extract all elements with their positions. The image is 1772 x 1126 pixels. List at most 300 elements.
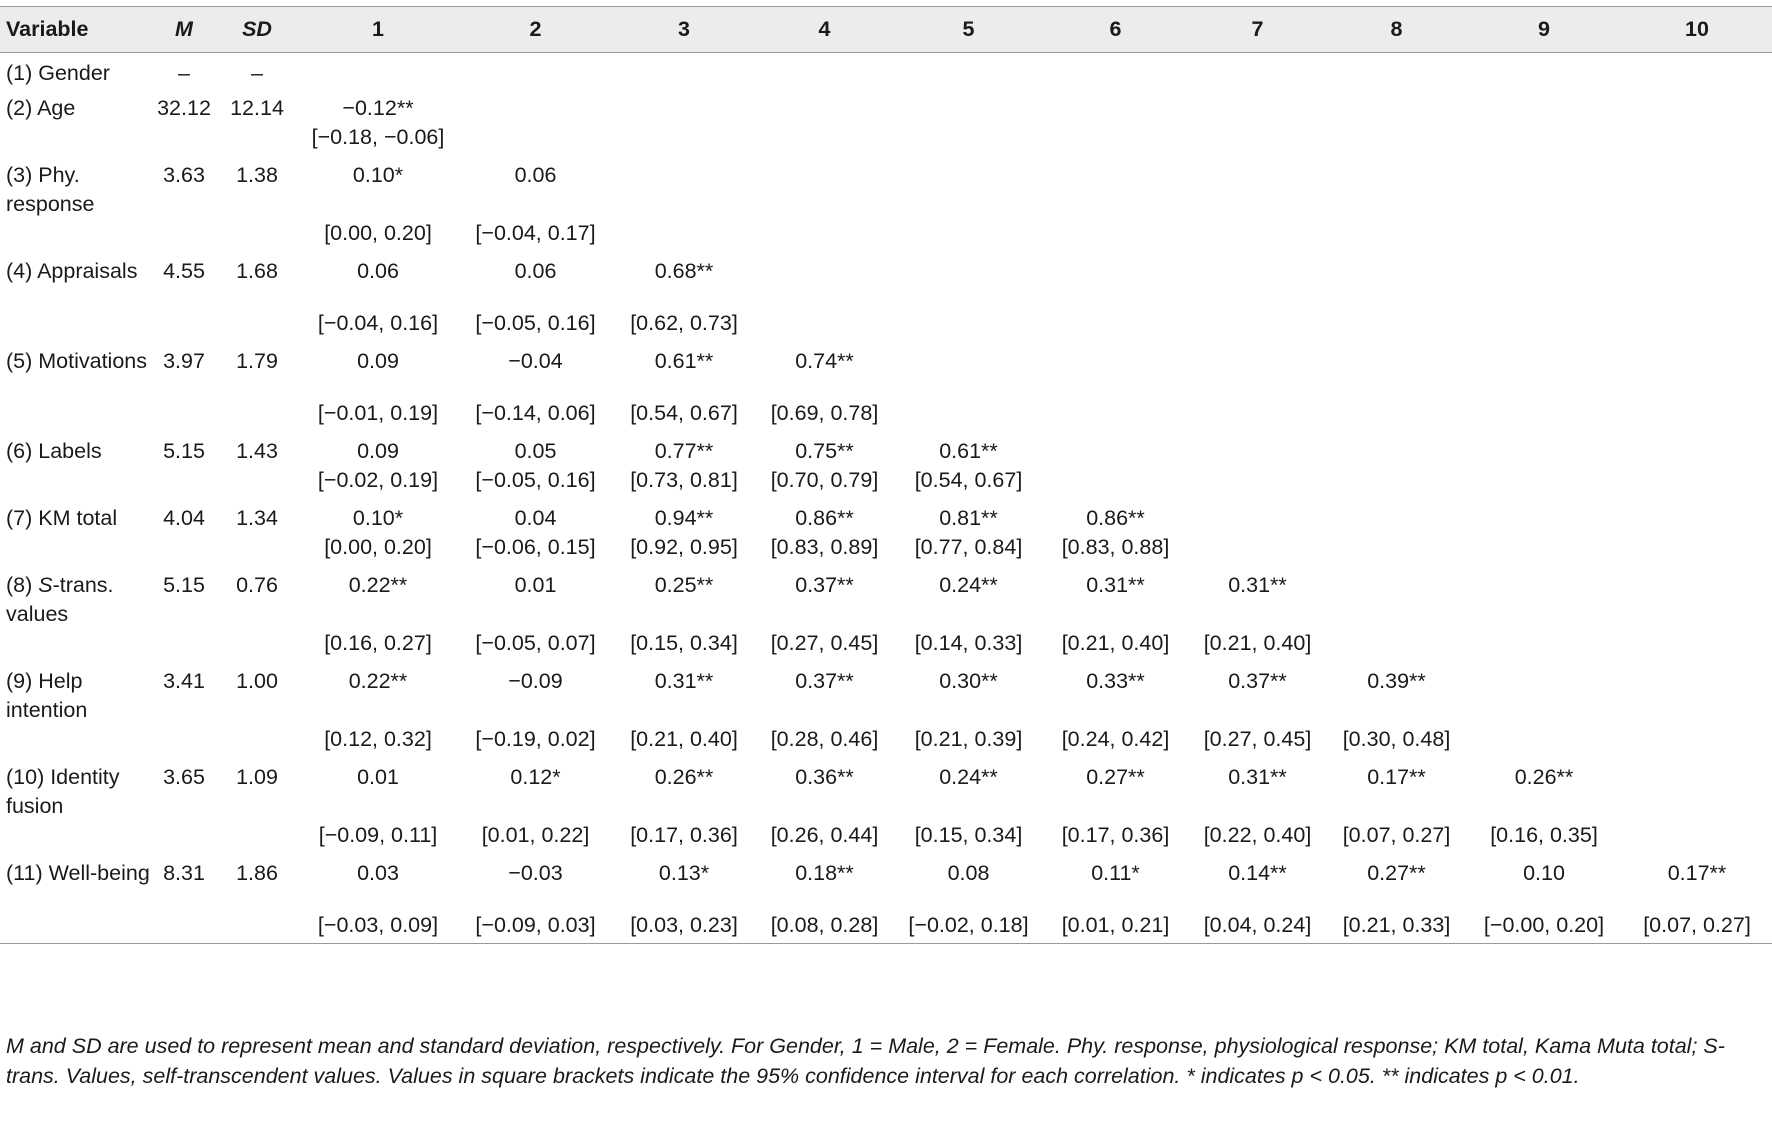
header-col-6: 6: [1043, 7, 1188, 53]
correlation-cell: [1188, 251, 1327, 309]
correlation-cell: [1327, 155, 1466, 219]
empty-cell: [0, 533, 152, 565]
empty-cell: [1043, 466, 1188, 498]
correlation-cell: −0.03: [508, 861, 563, 885]
empty-cell: [0, 911, 152, 944]
confidence-interval-cell: [0.21, 0.40]: [1203, 631, 1312, 655]
empty-cell: [1622, 123, 1772, 155]
header-col-2: 2: [458, 7, 613, 53]
correlation-cell: [1622, 757, 1772, 821]
empty-cell: [216, 629, 298, 661]
sd-value: 1.34: [236, 506, 278, 530]
correlation-cell: 0.22**: [348, 573, 408, 597]
correlation-cell: [1188, 498, 1327, 533]
mean-value: 3.41: [163, 669, 205, 693]
mean-value: 3.65: [163, 765, 205, 789]
correlation-cell: 0.37**: [795, 573, 854, 597]
mean-value: 5.15: [163, 439, 205, 463]
table-row: [0, 498, 1772, 533]
confidence-interval-cell: [−0.05, 0.16]: [475, 311, 596, 335]
confidence-interval-cell: [0.14, 0.33]: [914, 631, 1023, 655]
correlation-cell: 0.68**: [654, 259, 714, 283]
correlation-cell: 0.77**: [654, 439, 714, 463]
confidence-interval-cell: [0.73, 0.81]: [630, 468, 738, 492]
empty-cell: [152, 123, 216, 155]
sd-value: 1.09: [236, 765, 278, 789]
confidence-interval-cell: [0.00, 0.20]: [324, 221, 432, 245]
table-note: M and SD are used to represent mean and standard deviation, respectively. For Gender, 1 = Male, 2 = Female. Phy. response, physiological response; KM total, Kama Muta total; S-trans. Values, self-transcendent values. Values in square brackets indicate the 95% confidence interval for each correlation. * indicates p < 0.05. ** indicates p < 0.01.: [6, 1034, 1725, 1088]
empty-cell: [1188, 309, 1327, 341]
correlation-cell: [1043, 53, 1188, 89]
table-row: [0, 53, 1772, 89]
correlation-cell: 0.81**: [939, 506, 998, 530]
variable-label: (8) S-trans. values: [6, 573, 114, 626]
correlation-cell: [1622, 431, 1772, 466]
confidence-interval-cell: [−0.18, −0.06]: [311, 125, 445, 149]
empty-cell: [0, 466, 152, 498]
empty-cell: [613, 123, 755, 155]
correlation-cell: [1622, 53, 1772, 89]
table-row: [0, 88, 1772, 123]
sd-value: –: [251, 61, 263, 85]
empty-cell: [1622, 466, 1772, 498]
empty-cell: [1188, 123, 1327, 155]
confidence-interval-cell: [0.01, 0.21]: [1043, 911, 1188, 944]
correlation-cell: 0.24**: [939, 765, 998, 789]
empty-cell: [1188, 466, 1327, 498]
variable-label: (2) Age: [6, 96, 76, 120]
correlation-cell: [1622, 155, 1772, 219]
empty-cell: [152, 629, 216, 661]
correlation-cell: [1043, 155, 1188, 219]
empty-cell: [216, 399, 298, 431]
correlation-cell: [1622, 88, 1772, 123]
ci-row: [0, 399, 1772, 431]
correlation-cell: 0.37**: [795, 669, 854, 693]
correlation-cell: [1622, 498, 1772, 533]
confidence-interval-cell: [−0.05, 0.07]: [475, 631, 596, 655]
correlation-cell: [1466, 53, 1622, 89]
empty-cell: [216, 725, 298, 757]
correlation-cell: [1043, 251, 1188, 309]
sd-value: 12.14: [230, 96, 284, 120]
mean-value: 4.55: [163, 259, 205, 283]
correlation-cell: [755, 251, 894, 309]
correlation-cell: 0.12*: [510, 765, 561, 789]
empty-cell: [894, 123, 1043, 155]
confidence-interval-cell: [0.03, 0.23]: [613, 911, 755, 944]
empty-cell: [613, 219, 755, 251]
correlation-cell: 0.09: [357, 349, 399, 373]
table-row: [0, 431, 1772, 466]
empty-cell: [0, 399, 152, 431]
empty-cell: [1327, 399, 1466, 431]
variable-label: (4) Appraisals: [6, 259, 138, 283]
confidence-interval-cell: [0.83, 0.89]: [770, 535, 879, 559]
confidence-interval-cell: [0.54, 0.67]: [630, 401, 738, 425]
empty-cell: [0, 123, 152, 155]
correlation-cell: 0.06: [514, 259, 557, 283]
correlation-cell: [458, 53, 613, 89]
correlation-cell: [1327, 88, 1466, 123]
mean-value: –: [178, 61, 190, 85]
correlation-cell: [1043, 431, 1188, 466]
confidence-interval-cell: [0.83, 0.88]: [1061, 535, 1170, 559]
ci-row: [0, 911, 1772, 944]
empty-cell: [0, 309, 152, 341]
empty-cell: [894, 399, 1043, 431]
confidence-interval-cell: [0.16, 0.27]: [324, 631, 432, 655]
confidence-interval-cell: [0.27, 0.45]: [1203, 727, 1312, 751]
empty-cell: [1043, 399, 1188, 431]
correlation-cell: 0.04: [514, 506, 557, 530]
correlation-cell: 0.74**: [795, 349, 854, 373]
confidence-interval-cell: [0.07, 0.27]: [1622, 911, 1772, 944]
correlation-cell: [1622, 251, 1772, 309]
empty-cell: [1622, 821, 1772, 853]
empty-cell: [1622, 309, 1772, 341]
correlation-cell: [1466, 155, 1622, 219]
correlation-cell: [613, 53, 755, 89]
correlation-cell: [613, 88, 755, 123]
variable-label: (5) Motivations: [6, 349, 147, 373]
correlation-cell: 0.10*: [352, 506, 404, 530]
correlation-cell: [894, 53, 1043, 89]
correlation-cell: −0.09: [508, 669, 563, 693]
correlation-cell: [1327, 431, 1466, 466]
table-row: [0, 661, 1772, 725]
confidence-interval-cell: [0.16, 0.35]: [1490, 823, 1598, 847]
confidence-interval-cell: [0.21, 0.40]: [630, 727, 738, 751]
header-col-5: 5: [894, 7, 1043, 53]
correlation-cell: 0.06: [514, 163, 557, 187]
confidence-interval-cell: [0.28, 0.46]: [770, 727, 879, 751]
mean-value: 8.31: [163, 861, 205, 885]
ci-row: [0, 309, 1772, 341]
correlation-cell: [1043, 341, 1188, 399]
correlation-cell: [1327, 565, 1466, 629]
header-col-4: 4: [755, 7, 894, 53]
correlation-cell: [1188, 341, 1327, 399]
confidence-interval-cell: [0.21, 0.33]: [1327, 911, 1466, 944]
correlation-cell: [1622, 341, 1772, 399]
header-variable: Variable: [0, 7, 152, 53]
variable-label: (9) Help intention: [6, 669, 88, 722]
empty-cell: [0, 629, 152, 661]
confidence-interval-cell: [0.01, 0.22]: [481, 823, 590, 847]
empty-cell: [152, 725, 216, 757]
empty-cell: [152, 466, 216, 498]
correlation-cell: 0.18**: [795, 861, 854, 885]
header-mean: M: [152, 7, 216, 53]
correlation-cell: [755, 53, 894, 89]
empty-cell: [1466, 399, 1622, 431]
correlation-cell: 0.22**: [348, 669, 408, 693]
mean-value: 5.15: [163, 573, 205, 597]
correlation-cell: 0.31**: [654, 669, 714, 693]
empty-cell: [1622, 533, 1772, 565]
empty-cell: [216, 911, 298, 944]
confidence-interval-cell: [0.62, 0.73]: [630, 311, 738, 335]
correlation-cell: [894, 155, 1043, 219]
header-row: [0, 7, 1772, 53]
mean-value: 3.97: [163, 349, 205, 373]
header-col-3: 3: [613, 7, 755, 53]
correlation-cell: [894, 88, 1043, 123]
confidence-interval-cell: [0.54, 0.67]: [914, 468, 1023, 492]
table-header: [0, 7, 1772, 53]
header-sd: SD: [216, 7, 298, 53]
confidence-interval-cell: [0.15, 0.34]: [630, 631, 738, 655]
correlation-cell: [1466, 565, 1622, 629]
correlation-cell: [1188, 88, 1327, 123]
empty-cell: [1043, 309, 1188, 341]
table-row: [0, 757, 1772, 821]
empty-cell: [1043, 219, 1188, 251]
empty-cell: [1327, 466, 1466, 498]
confidence-interval-cell: [−0.06, 0.15]: [475, 535, 596, 559]
correlation-cell: −0.12**: [342, 96, 414, 120]
empty-cell: [1466, 629, 1622, 661]
correlation-cell: 0.75**: [795, 439, 854, 463]
correlation-cell: [458, 88, 613, 123]
correlation-cell: [1466, 498, 1622, 533]
empty-cell: [152, 533, 216, 565]
empty-cell: [0, 725, 152, 757]
correlation-table: [0, 6, 1772, 944]
header-col-1: 1: [298, 7, 458, 53]
confidence-interval-cell: [−0.01, 0.19]: [317, 401, 439, 425]
header-col-8: 8: [1327, 7, 1466, 53]
sd-value: 1.68: [236, 259, 278, 283]
variable-label: (3) Phy. response: [6, 163, 95, 216]
correlation-cell: 0.39**: [1367, 669, 1426, 693]
correlation-cell: [755, 88, 894, 123]
confidence-interval-cell: [0.92, 0.95]: [630, 535, 738, 559]
empty-cell: [1188, 399, 1327, 431]
confidence-interval-cell: [0.21, 0.40]: [1061, 631, 1170, 655]
empty-cell: [755, 219, 894, 251]
confidence-interval-cell: [0.30, 0.48]: [1342, 727, 1451, 751]
empty-cell: [152, 821, 216, 853]
empty-cell: [1327, 629, 1466, 661]
variable-label: (10) Identity fusion: [6, 765, 120, 818]
confidence-interval-cell: [0.26, 0.44]: [770, 823, 879, 847]
confidence-interval-cell: [0.27, 0.45]: [770, 631, 879, 655]
mean-value: 4.04: [163, 506, 205, 530]
empty-cell: [1043, 123, 1188, 155]
correlation-cell: [298, 53, 458, 89]
ci-row: [0, 629, 1772, 661]
empty-cell: [216, 123, 298, 155]
variable-label: (1) Gender: [6, 61, 110, 85]
correlation-cell: 0.08: [947, 861, 990, 885]
table-row: [0, 341, 1772, 399]
empty-cell: [0, 821, 152, 853]
empty-cell: [894, 219, 1043, 251]
confidence-interval-cell: [−0.14, 0.06]: [475, 401, 596, 425]
confidence-interval-cell: [0.15, 0.34]: [914, 823, 1023, 847]
correlation-cell: [1466, 88, 1622, 123]
correlation-cell: [1327, 341, 1466, 399]
confidence-interval-cell: [0.12, 0.32]: [324, 727, 432, 751]
correlation-cell: 0.01: [514, 573, 557, 597]
sd-value: 1.38: [236, 163, 278, 187]
correlation-cell: 0.27**: [1086, 765, 1145, 789]
ci-row: [0, 466, 1772, 498]
correlation-cell: 0.14**: [1228, 861, 1287, 885]
correlation-cell: [894, 251, 1043, 309]
correlation-cell: 0.10*: [352, 163, 404, 187]
correlation-cell: 0.86**: [795, 506, 854, 530]
correlation-cell: 0.37**: [1228, 669, 1287, 693]
correlation-cell: [1188, 431, 1327, 466]
mean-value: 3.63: [163, 163, 205, 187]
sd-value: 1.86: [236, 861, 278, 885]
empty-cell: [216, 466, 298, 498]
header-col-10: 10: [1622, 7, 1772, 53]
sd-value: 1.00: [236, 669, 278, 693]
empty-cell: [216, 219, 298, 251]
correlation-cell: 0.11*: [1091, 861, 1140, 885]
correlation-cell: [1466, 431, 1622, 466]
confidence-interval-cell: [−0.02, 0.19]: [317, 468, 439, 492]
confidence-interval-cell: [−0.04, 0.16]: [317, 311, 439, 335]
confidence-interval-cell: [0.21, 0.39]: [914, 727, 1023, 751]
correlation-cell: [1327, 53, 1466, 89]
correlation-cell: [1466, 341, 1622, 399]
empty-cell: [755, 309, 894, 341]
empty-cell: [152, 911, 216, 944]
ci-row: [0, 533, 1772, 565]
correlation-cell: 0.26**: [654, 765, 714, 789]
correlation-cell: 0.24**: [939, 573, 998, 597]
empty-cell: [1327, 533, 1466, 565]
table-body: [0, 53, 1772, 944]
correlation-cell: [1466, 251, 1622, 309]
empty-cell: [1622, 629, 1772, 661]
correlation-cell: 0.13*: [658, 861, 710, 885]
correlation-cell: [1188, 53, 1327, 89]
correlation-cell: 0.30**: [939, 669, 998, 693]
table-row: [0, 251, 1772, 309]
confidence-interval-cell: [0.04, 0.24]: [1188, 911, 1327, 944]
correlation-cell: 0.27**: [1367, 861, 1426, 885]
confidence-interval-cell: [0.07, 0.27]: [1342, 823, 1451, 847]
variable-label: (6) Labels: [6, 439, 102, 463]
correlation-cell: 0.09: [357, 439, 399, 463]
empty-cell: [152, 219, 216, 251]
correlation-cell: 0.61**: [939, 439, 998, 463]
confidence-interval-cell: [−0.09, 0.11]: [318, 823, 438, 847]
correlation-cell: 0.86**: [1086, 506, 1145, 530]
correlation-cell: 0.31**: [1228, 573, 1287, 597]
correlation-cell: 0.25**: [654, 573, 714, 597]
correlation-cell: [1622, 661, 1772, 725]
correlation-cell: [1622, 565, 1772, 629]
confidence-interval-cell: [−0.09, 0.03]: [458, 911, 613, 944]
empty-cell: [216, 309, 298, 341]
correlation-cell: 0.06: [357, 259, 399, 283]
table-row: [0, 853, 1772, 911]
correlation-cell: [613, 155, 755, 219]
confidence-interval-cell: [0.08, 0.28]: [755, 911, 894, 944]
correlation-cell: 0.03: [357, 861, 399, 885]
correlation-cell: 0.10: [1523, 861, 1565, 885]
confidence-interval-cell: [−0.00, 0.20]: [1466, 911, 1622, 944]
variable-label: (7) KM total: [6, 506, 118, 530]
empty-cell: [1327, 219, 1466, 251]
correlation-cell: [755, 155, 894, 219]
empty-cell: [1622, 399, 1772, 431]
correlation-cell: [1043, 88, 1188, 123]
correlation-cell: [1327, 251, 1466, 309]
empty-cell: [1188, 533, 1327, 565]
correlation-cell: 0.05: [514, 439, 557, 463]
mean-value: 32.12: [157, 96, 211, 120]
correlation-cell: 0.26**: [1514, 765, 1574, 789]
correlation-cell: 0.31**: [1228, 765, 1287, 789]
correlation-cell: 0.36**: [795, 765, 854, 789]
ci-row: [0, 123, 1772, 155]
empty-cell: [1327, 309, 1466, 341]
correlation-cell: 0.61**: [654, 349, 714, 373]
correlation-cell: 0.94**: [654, 506, 714, 530]
empty-cell: [458, 123, 613, 155]
confidence-interval-cell: [0.70, 0.79]: [770, 468, 879, 492]
empty-cell: [894, 309, 1043, 341]
table-row: [0, 565, 1772, 629]
sd-value: 1.43: [236, 439, 278, 463]
empty-cell: [1466, 725, 1622, 757]
table-row: [0, 155, 1772, 219]
empty-cell: [216, 533, 298, 565]
empty-cell: [1466, 219, 1622, 251]
empty-cell: [755, 123, 894, 155]
correlation-cell: 0.17**: [1667, 861, 1727, 885]
empty-cell: [1466, 123, 1622, 155]
empty-cell: [1466, 466, 1622, 498]
confidence-interval-cell: [0.17, 0.36]: [630, 823, 738, 847]
empty-cell: [1622, 219, 1772, 251]
sd-value: 0.76: [236, 573, 278, 597]
correlation-cell: 0.31**: [1086, 573, 1145, 597]
confidence-interval-cell: [0.77, 0.84]: [914, 535, 1023, 559]
confidence-interval-cell: [−0.03, 0.09]: [298, 911, 458, 944]
empty-cell: [0, 219, 152, 251]
confidence-interval-cell: [−0.04, 0.17]: [475, 221, 596, 245]
confidence-interval-cell: [−0.19, 0.02]: [475, 727, 596, 751]
correlation-cell: 0.01: [357, 765, 399, 789]
confidence-interval-cell: [−0.02, 0.18]: [894, 911, 1043, 944]
correlation-cell: 0.33**: [1086, 669, 1145, 693]
empty-cell: [1327, 123, 1466, 155]
correlation-cell: [1327, 498, 1466, 533]
correlation-cell: [894, 341, 1043, 399]
confidence-interval-cell: [0.22, 0.40]: [1203, 823, 1312, 847]
correlation-cell: [1466, 661, 1622, 725]
ci-row: [0, 821, 1772, 853]
ci-row: [0, 725, 1772, 757]
sd-value: 1.79: [236, 349, 278, 373]
correlation-cell: 0.17**: [1367, 765, 1426, 789]
confidence-interval-cell: [0.00, 0.20]: [324, 535, 432, 559]
confidence-interval-cell: [0.24, 0.42]: [1061, 727, 1170, 751]
empty-cell: [1188, 219, 1327, 251]
header-col-7: 7: [1188, 7, 1327, 53]
empty-cell: [216, 821, 298, 853]
empty-cell: [1622, 725, 1772, 757]
